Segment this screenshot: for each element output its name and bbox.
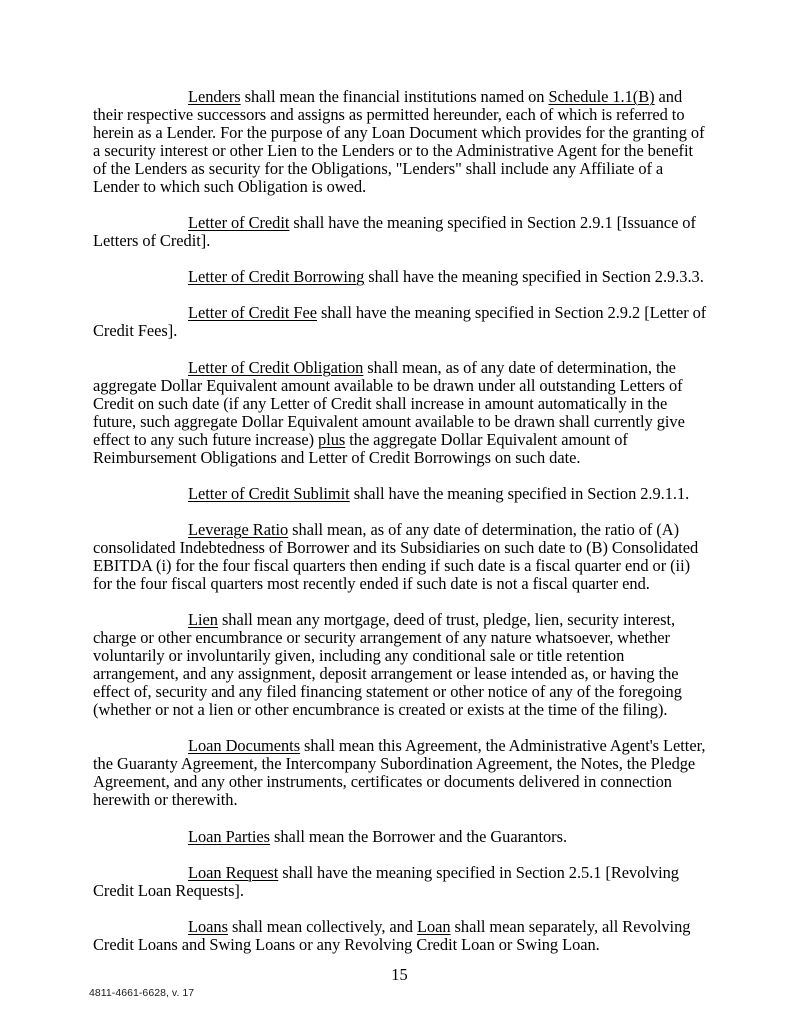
- defined-term-loan-documents: Loan Documents: [188, 736, 301, 756]
- definition-letter-of-credit: [93, 214, 707, 250]
- definition-lenders-text-2: and their respective successors and assigns as permitted hereunder, each of which is referred to herein as a Lender. For the purpose of any Loan Document which provides for the granting of a security interest or other Lien to the Lenders or to the Administrative Agent for the benefit of the Lenders as security for the Obligations, "Lenders" shall include any Affiliate of a Lender to which such Obligation is owed.: [93, 87, 705, 197]
- definition-letter-of-credit-sublimit: [93, 485, 707, 503]
- definition-loans-text-2: shall mean separately, all Revolving Credit Loans and Swing Loans or any Revolving Credit Loan or Swing Loan.: [93, 916, 691, 954]
- definition-loan-parties-text: shall mean the Borrower and the Guarantors.: [270, 826, 568, 846]
- defined-term-schedule-1-1-b: Schedule 1.1(B): [548, 87, 655, 106]
- defined-term-plus: plus: [318, 429, 346, 449]
- definition-letter-of-credit-obligation: [93, 359, 707, 467]
- defined-term-lien: Lien: [188, 610, 218, 630]
- definition-letter-of-credit-obligation-text-2: the aggregate Dollar Equivalent amount of Reimbursement Obligations and Letter of Credit Borrowings on such date.: [93, 429, 628, 467]
- definitions-body: [93, 88, 707, 954]
- page-number: 15: [391, 965, 408, 984]
- definition-leverage-ratio-text: shall mean, as of any date of determination, the ratio of (A) consolidated Indebtedness of Borrower and its Subsidiaries on such date to (B) Consolidated EBITDA (i) for the four fiscal quarters then ending if such date is a fiscal quarter end or (ii) for the four fiscal quarters most recently ended if such date is not a fiscal quarter end.: [93, 519, 699, 593]
- definition-letter-of-credit-obligation-text-1: shall mean, as of any date of determination, the aggregate Dollar Equivalent amount available to be drawn under all outstanding Letters of Credit on such date (if any Letter of Credit shall increase in amount automatically in the future, such aggregate Dollar Equivalent amount available to be drawn shall currently give effect to any such future increase): [93, 357, 685, 449]
- definition-loan-documents-text: shall mean this Agreement, the Administrative Agent's Letter, the Guaranty Agreement, the Intercompany Subordination Agreement, the Notes, the Pledge Agreement, and any other instruments, certificates or documents delivered in connection herewith or therewith.: [93, 736, 706, 810]
- defined-term-lenders: Lenders: [188, 87, 241, 106]
- definition-letter-of-credit-fee-text: shall have the meaning specified in Section 2.9.2 [Letter of Credit Fees].: [93, 303, 707, 341]
- defined-term-loans: Loans: [188, 916, 228, 936]
- definition-letter-of-credit-text: shall have the meaning specified in Section 2.9.1 [Issuance of Letters of Credit].: [93, 213, 696, 251]
- definition-letter-of-credit-borrowing: [93, 268, 707, 286]
- definition-lenders: [93, 88, 707, 196]
- defined-term-letter-of-credit-obligation: Letter of Credit Obligation: [188, 357, 364, 377]
- definition-loan-request-text: shall have the meaning specified in Section 2.5.1 [Revolving Credit Loan Requests].: [93, 862, 679, 900]
- defined-term-loan-parties: Loan Parties: [188, 826, 271, 846]
- definition-lenders-text-1: shall mean the financial institutions named on: [240, 87, 549, 106]
- defined-term-loan: Loan: [416, 916, 451, 936]
- definition-letter-of-credit-sublimit-text: shall have the meaning specified in Section 2.9.1.1.: [349, 483, 690, 503]
- defined-term-loan-request: Loan Request: [188, 862, 279, 882]
- definition-lien: [93, 611, 707, 719]
- definition-leverage-ratio: [93, 521, 707, 593]
- definition-loan-documents: [93, 737, 707, 809]
- defined-term-letter-of-credit: Letter of Credit: [188, 213, 290, 233]
- definition-loans-text-1: shall mean collectively, and: [227, 916, 417, 936]
- definition-letter-of-credit-fee: [93, 304, 707, 340]
- defined-term-letter-of-credit-borrowing: Letter of Credit Borrowing: [188, 267, 365, 287]
- definition-loan-parties: [93, 828, 707, 846]
- definition-lien-text: shall mean any mortgage, deed of trust, pledge, lien, security interest, charge or other encumbrance or security arrangement of any nature whatsoever, whether voluntarily or involuntarily given, including any conditional sale or title retention arrangement, and any assignment, deposit arrangement or lease intended as, or having the effect of, security and any filed financing statement or other notice of any of the foregoing (whether or not a lien or other encumbrance is created or exists at the time of the filing).: [93, 610, 682, 720]
- definition-loan-request: [93, 864, 707, 900]
- definition-letter-of-credit-borrowing-text: shall have the meaning specified in Section 2.9.3.3.: [364, 267, 704, 287]
- defined-term-leverage-ratio: Leverage Ratio: [188, 519, 289, 539]
- defined-term-letter-of-credit-fee: Letter of Credit Fee: [188, 303, 318, 323]
- definition-loans: [93, 918, 707, 954]
- defined-term-letter-of-credit-sublimit: Letter of Credit Sublimit: [188, 483, 350, 503]
- document-id-footer: 4811-4661-6628, v. 17: [89, 987, 195, 999]
